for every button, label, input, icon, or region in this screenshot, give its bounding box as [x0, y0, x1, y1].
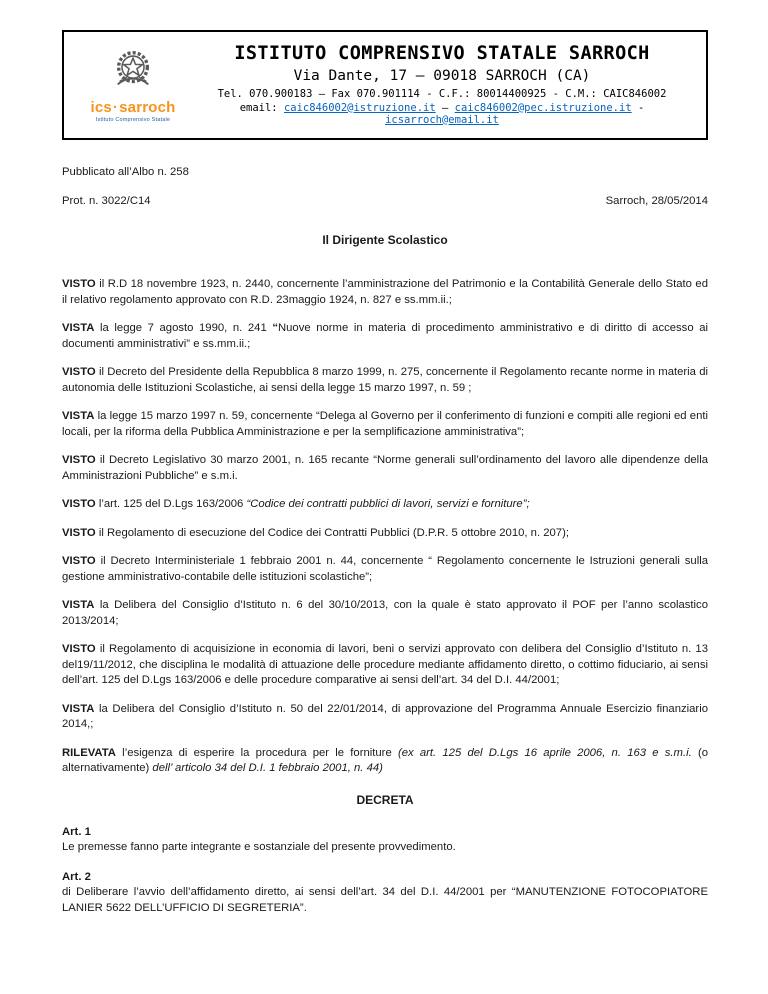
paragraph-rilevata [62, 746, 708, 777]
recitals [62, 277, 708, 777]
text-run: VISTA [62, 599, 95, 611]
paragraph-visto-5 [62, 453, 708, 484]
published-line: Pubblicato all’Albo n. 258 [62, 166, 189, 178]
paragraph-vista-11 [62, 702, 708, 733]
text-run: (ex art. 125 del D.Lgs 16 aprile 2006, n. 163 e s.m.i. [397, 746, 692, 759]
text-run: VISTA [62, 702, 95, 715]
text-run: l’esigenza di esperire la procedura per le forniture [115, 746, 398, 759]
email-link[interactable]: caic846002@istruzione.it [283, 101, 436, 114]
paragraph-visto-10 [62, 642, 708, 689]
text-run: il Regolamento di esecuzione del Codice dei Contratti Pubblici (D.P.R. 5 ottobre 2010, n. 207); [95, 526, 569, 539]
text-run: VISTO [62, 278, 96, 290]
text-run: il R.D 18 novembre 1923, n. 2440, concernente l’amministrazione del Patrimonio e la Contabilità Generale dello Stato ed il relativo regolamento approvato con R.D. 23maggio 1924, n. 827 e ss.mm.ii.; [62, 278, 708, 306]
paragraph-vista-4 [62, 409, 708, 440]
brand-ics: ics [90, 98, 112, 116]
paragraph-vista-9 [62, 598, 708, 629]
text-run: VISTO [62, 498, 96, 510]
article-2-body [62, 885, 708, 916]
decreta-heading: DECRETA [356, 792, 414, 807]
text-run: la legge 15 marzo 1997 n. 59, concernente “Delega al Governo per il conferimento di funzioni e compiti alle regioni ed enti locali, per la riforma della Pubblica Amministrazione e per la semplificazione amministrativa”; [62, 410, 708, 438]
text-run: - [631, 101, 645, 114]
letterhead-text [192, 42, 692, 125]
text-run: VISTO [62, 555, 96, 567]
text-run: il Decreto Legislativo 30 marzo 2001, n. 165 recante “Norme generali sull’ordinamento del lavoro alle dipendenze della Amministrazioni Pubbliche” e s.m.i. [62, 454, 708, 482]
text-run: Nuove norme in materia di procedimento amministrativo e di diritto di accesso ai documenti amministrativi” e ss.mm.ii.; [62, 322, 708, 350]
text-run: la Delibera del Consiglio d’Istituto n. 50 del 22/01/2014, di approvazione del Programma Annuale Esercizio finanziario 2014,; [62, 702, 708, 730]
text-run: VISTA [62, 410, 95, 422]
document-heading: Il Dirigente Scolastico [322, 233, 448, 247]
brand-text [90, 99, 175, 116]
text-run: l’art. 125 del D.Lgs 163/2006 [95, 498, 247, 510]
contacts-line: Tel. 070.900183 – Fax 070.901114 - C.F.: 80014400925 - C.M.: CAIC846002 [217, 87, 667, 100]
text-run: Le premesse fanno parte integrante e sostanziale del presente provvedimento. [62, 841, 456, 853]
text-run: “Codice dei contratti pubblici di lavori, servizi e forniture”; [246, 498, 530, 510]
text-run: VISTO [62, 454, 96, 466]
paragraph-visto-1 [62, 277, 708, 308]
article-1-title: Art. 1 [62, 825, 91, 838]
email-link[interactable]: caic846002@pec.istruzione.it [454, 101, 632, 114]
text-run: la Delibera del Consiglio d’Istituto n. 6 del 30/10/2013, con la quale è stato approvato il POF per l’anno scolastico 2013/2014; [62, 599, 708, 627]
brand-subtitle: Istituto Comprensivo Statale [95, 116, 171, 123]
paragraph-vista-2 [62, 321, 708, 352]
text-run: la legge 7 agosto 1990, n. 241 [94, 322, 273, 334]
text-run: “ [272, 322, 278, 334]
text-run: email: [239, 101, 284, 114]
text-run: VISTA [62, 322, 95, 334]
text-run: – [435, 101, 455, 114]
text-run: VISTO [62, 643, 96, 655]
article-1-body [62, 840, 708, 856]
text-run: il Decreto Interministeriale 1 febbraio 2001 n. 44, concernente “ Regolamento concernente le Istruzioni generali sulla gestione amministrativo-contabile delle istituzioni scolastiche”; [62, 555, 708, 583]
brand-sarroch: sarroch [119, 98, 176, 116]
paragraph-visto-7 [62, 526, 708, 542]
article-1 [62, 825, 708, 856]
place-date-line: Sarroch, 28/05/2014 [605, 195, 708, 207]
italy-emblem-icon [110, 46, 156, 97]
text-run: RILEVATA [62, 746, 116, 759]
text-run: il Regolamento di acquisizione in economia di lavori, beni o servizi approvato con delibera del Consiglio d’Istituto n. 13 del19/11/2012, che disciplina le modalità di attuazione delle procedure mediante affidamento diretto, o cottimo fiduciario, ai sensi dell’art. 125 del D.Lgs 163/2006 e delle procedure comparative ai sensi dell’art. 34 del D.I. 44/2001; [62, 643, 708, 686]
email-line [192, 102, 692, 126]
paragraph-visto-6 [62, 497, 708, 513]
article-2 [62, 870, 708, 917]
brand-dot: · [112, 98, 119, 116]
protocol-line: Prot. n. 3022/C14 [62, 195, 151, 207]
paragraph-visto-3 [62, 365, 708, 396]
letterhead [62, 30, 708, 140]
text-run: (o alternativamente) [62, 746, 708, 774]
protocol-row [62, 195, 708, 207]
address-line: Via Dante, 17 – 09018 SARROCH (CA) [293, 67, 591, 84]
school-logo [74, 46, 192, 123]
paragraph-visto-8 [62, 554, 708, 585]
text-run: di Deliberare l’avvio dell’affidamento diretto, ai sensi dell’art. 34 del D.I. 44/2001 per “MANUTENZIONE FOTOCOPIATORE LANIER 5622 DELL’UFFICIO DI SEGRETERIA”. [62, 886, 708, 914]
school-name-title: ISTITUTO COMPRENSIVO STATALE SARROCH [234, 43, 650, 65]
text-run: VISTO [62, 366, 96, 378]
text-run: il Decreto del Presidente della Repubblica 8 marzo 1999, n. 275, concernente il Regolamento recante norme in materia di autonomia delle Istituzioni Scolastiche, ai sensi della legge 15 marzo 1997, n. 59 ; [62, 366, 708, 394]
email-link[interactable]: icsarroch@email.it [385, 113, 499, 126]
text-run: dell’ articolo 34 del D.I. 1 febbraio 2001, n. 44) [152, 762, 383, 774]
text-run: VISTO [62, 526, 96, 539]
article-2-title: Art. 2 [62, 870, 91, 883]
